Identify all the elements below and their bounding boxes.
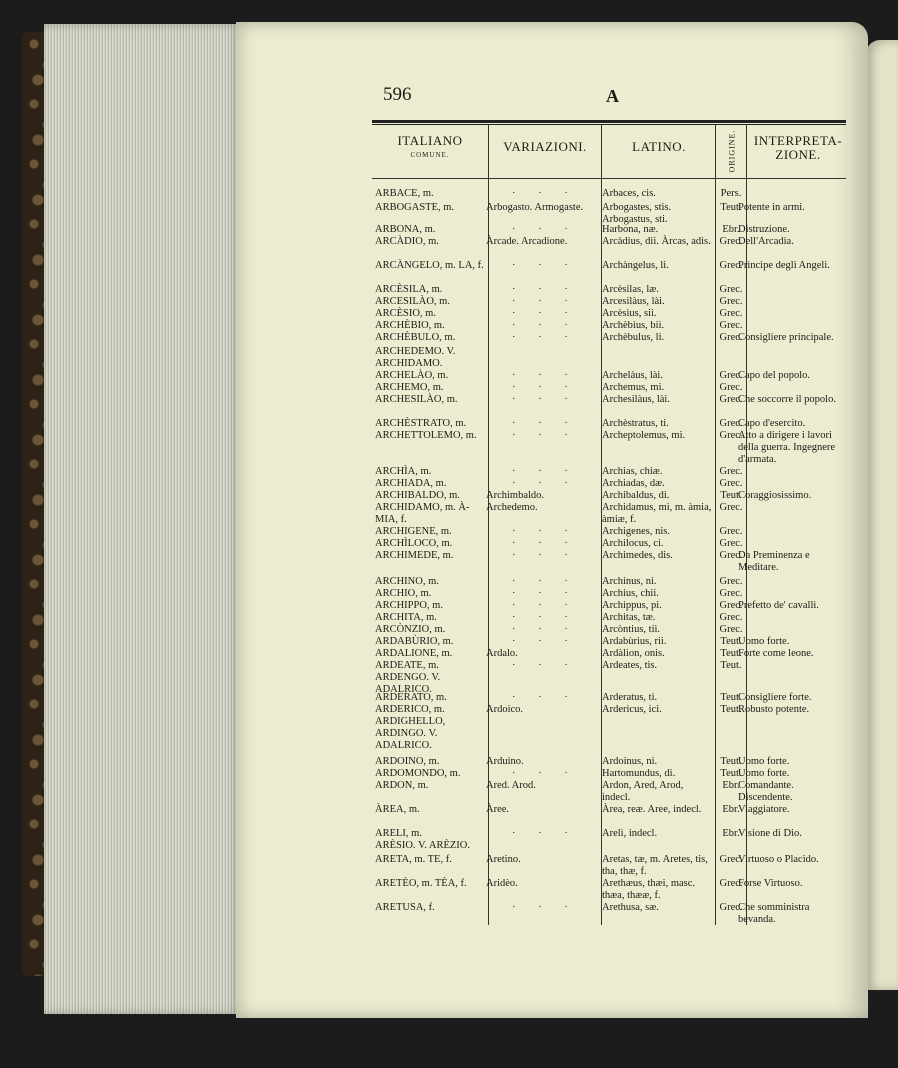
name-cell: ARBOGASTE, m.	[375, 202, 455, 213]
name-cell: ARDERATO, m.	[375, 692, 447, 703]
origin-cell: Grec.	[719, 538, 743, 549]
interpretation-cell: Da Preminenza e Meditare.	[738, 550, 810, 573]
latin-cell: Archiadas, dæ.	[602, 478, 665, 489]
header-rule	[372, 178, 846, 179]
interpretation-cell: Forte come leone.	[738, 648, 814, 659]
interpretation-cell: Dell'Arcadia.	[738, 236, 794, 247]
header-italiano: ITALIANO COMUNE.	[397, 133, 463, 159]
name-cell: ARCHIGENE, m.	[375, 526, 452, 537]
origin-cell: Grec.	[719, 394, 743, 405]
variation-cell: Arduino.	[486, 756, 524, 767]
name-cell: ARCHIMEDE, m.	[375, 550, 454, 561]
name-cell: ARCHIDAMO, m. À-MIA, f.	[375, 502, 470, 525]
latin-cell: Hartomundus, di.	[602, 768, 676, 779]
name-cell: ARETA, m. TE, f.	[375, 854, 452, 865]
name-cell: ARCÒNZIO, m.	[375, 624, 446, 635]
name-cell: ARCHÈSTRATO, m.	[375, 418, 467, 429]
page-number: 596	[383, 84, 412, 105]
name-cell: ARCHEMO, m.	[375, 382, 444, 393]
variation-cell: · · ·	[512, 636, 578, 647]
origin-cell: Pers.	[720, 188, 742, 199]
name-cell: ARCÀNGELO, m. LA, f.	[375, 260, 484, 271]
name-cell: ARDEATE, m.	[375, 660, 439, 671]
latin-cell: Archilocus, ci.	[602, 538, 664, 549]
latin-cell: Archèstratus, ti.	[602, 418, 669, 429]
origin-cell: Teut.	[720, 704, 742, 715]
latin-cell: Archeptolemus, mi.	[602, 430, 686, 441]
interpretation-cell: Uomo forte.	[738, 636, 790, 647]
latin-cell: Arbogastes, stis. Arbogastus, sti.	[602, 202, 672, 225]
variation-cell: · · ·	[512, 478, 578, 489]
name-cell: ARETUSA, f.	[375, 902, 435, 913]
variation-cell: · · ·	[512, 308, 578, 319]
latin-cell: Harbona, næ.	[602, 224, 659, 235]
origin-cell: Teut.	[720, 490, 742, 501]
variation-cell: Àrcade. Arcadione.	[486, 236, 568, 247]
latin-cell: Areli, indecl.	[602, 828, 658, 839]
latin-cell: Ardon, Ared, Arod, indecl.	[602, 780, 684, 803]
latin-cell: Archèbius, bii.	[602, 320, 665, 331]
origin-cell: Teut.	[720, 768, 742, 779]
latin-cell: Archimedes, dis.	[602, 550, 673, 561]
origin-cell: Grec.	[719, 612, 743, 623]
latin-cell: Arcèsius, sii.	[602, 308, 657, 319]
latin-cell: Archinus, ni.	[602, 576, 657, 587]
name-cell: ARCHÈBULO, m.	[375, 332, 456, 343]
name-cell: ARCHEDEMO. V. ARCHIDAMO.	[375, 346, 456, 369]
latin-cell: Arcòntius, tii.	[602, 624, 661, 635]
page-edges	[44, 24, 242, 1014]
origin-cell: Grec.	[719, 526, 743, 537]
variation-cell: · · ·	[512, 260, 578, 271]
latin-cell: Archius, chii.	[602, 588, 659, 599]
origin-cell: Grec.	[719, 418, 743, 429]
latin-cell: Archippus, pi.	[602, 600, 662, 611]
origin-cell: Ebr.	[722, 828, 740, 839]
variation-cell: Aretino.	[486, 854, 521, 865]
origin-cell: Grec.	[719, 854, 743, 865]
interpretation-cell: Atto a dirigere i lavori della guerra. Ingegnere d'armata.	[738, 430, 836, 465]
header-origine: ORIGINE.	[727, 129, 737, 173]
variation-cell: · · ·	[512, 902, 578, 913]
name-cell: ARCÈSIO, m.	[375, 308, 436, 319]
origin-cell: Grec.	[719, 332, 743, 343]
origin-cell: Grec.	[719, 284, 743, 295]
origin-cell: Grec.	[719, 320, 743, 331]
variation-cell: · · ·	[512, 588, 578, 599]
name-cell: ARCÈSILA, m.	[375, 284, 443, 295]
book-page	[236, 22, 868, 1018]
origin-cell: Grec.	[719, 902, 743, 913]
interpretation-cell: Capo d'esercito.	[738, 418, 806, 429]
latin-cell: Arbaces, cis.	[602, 188, 656, 199]
variation-cell: · · ·	[512, 768, 578, 779]
name-cell: ARDENGO. V. ADALRICO.	[375, 672, 441, 695]
origin-cell: Teut.	[720, 756, 742, 767]
latin-cell: Architas, tæ.	[602, 612, 656, 623]
variation-cell: Àree.	[486, 804, 510, 815]
name-cell: ARCHETTOLEMO, m.	[375, 430, 477, 441]
origin-cell: Teut.	[720, 692, 742, 703]
latin-cell: Archigenes, nis.	[602, 526, 670, 537]
name-cell: ARCHÌLOCO, m.	[375, 538, 453, 549]
latin-cell: Aretas, tæ, m. Aretes, tis, tha, thæ, f.	[602, 854, 708, 877]
variation-cell: · · ·	[512, 550, 578, 561]
section-letter: A	[606, 86, 619, 106]
variation-cell: Ared. Arod.	[486, 780, 536, 791]
variation-cell: · · ·	[512, 430, 578, 441]
origin-cell: Grec.	[719, 382, 743, 393]
header-variazioni: VARIAZIONI.	[503, 139, 587, 154]
latin-cell: Ardabùrius, rii.	[602, 636, 667, 647]
origin-cell: Teut.	[720, 660, 742, 671]
variation-cell: · · ·	[512, 538, 578, 549]
variation-cell: · · ·	[512, 284, 578, 295]
origin-cell: Teut.	[720, 202, 742, 213]
latin-cell: Ardericus, ici.	[602, 704, 662, 715]
origin-cell: Grec.	[719, 550, 743, 561]
variation-cell: · · ·	[512, 394, 578, 405]
origin-cell: Grec.	[719, 370, 743, 381]
latin-cell: Archèbulus, li.	[602, 332, 665, 343]
interpretation-cell: Uomo forte.	[738, 756, 790, 767]
name-cell: ARDOINO, m.	[375, 756, 440, 767]
origin-cell: Ebr.	[722, 804, 740, 815]
variation-cell: · · ·	[512, 692, 578, 703]
origin-cell: Grec.	[719, 624, 743, 635]
interpretation-cell: Che soccorre il popolo.	[738, 394, 836, 405]
name-cell: ARDALIONE, m.	[375, 648, 453, 659]
name-cell: ARBACE, m.	[375, 188, 434, 199]
origin-cell: Grec.	[719, 478, 743, 489]
interpretation-cell: Distruzione.	[738, 224, 790, 235]
latin-cell: Archias, chiæ.	[602, 466, 663, 477]
variation-cell: · · ·	[512, 660, 578, 671]
origin-cell: Grec.	[719, 466, 743, 477]
name-cell: ARCHÈBIO, m.	[375, 320, 445, 331]
latin-cell: Ardeates, tis.	[602, 660, 658, 671]
variation-cell: Archimbaldo.	[486, 490, 545, 501]
variation-cell: · · ·	[512, 224, 578, 235]
origin-cell: Grec.	[719, 236, 743, 247]
variation-cell: Ardalo.	[486, 648, 518, 659]
origin-cell: Grec.	[719, 576, 743, 587]
variation-cell: · · ·	[512, 418, 578, 429]
interpretation-cell: Consigliere forte.	[738, 692, 812, 703]
name-cell: ARELI, m.	[375, 828, 422, 839]
interpretation-cell: Visione di Dio.	[738, 828, 802, 839]
name-cell: ARDIGHELLO, ARDINGO. V. ADALRICO.	[375, 716, 446, 751]
latin-cell: Ardoinus, ni.	[602, 756, 658, 767]
origin-cell: Grec.	[719, 600, 743, 611]
name-cell: ARETÈO, m. TÈA, f.	[375, 878, 467, 889]
origin-cell: Teut.	[720, 648, 742, 659]
name-cell: ARDON, m.	[375, 780, 429, 791]
interpretation-cell: Viaggiatore.	[738, 804, 790, 815]
origin-cell: Grec.	[719, 588, 743, 599]
variation-cell: Ardoico.	[486, 704, 524, 715]
latin-cell: Arcesilàus, lài.	[602, 296, 665, 307]
origin-cell: Grec.	[719, 430, 743, 441]
name-cell: ARCHIADA, m.	[375, 478, 447, 489]
latin-cell: Arderatus, ti.	[602, 692, 658, 703]
name-cell: ARCHESILÀO, m.	[375, 394, 458, 405]
latin-cell: Arethusa, sæ.	[602, 902, 659, 913]
top-rule	[372, 120, 846, 123]
variation-cell: · · ·	[512, 828, 578, 839]
name-cell: ÀREA, m.	[375, 804, 420, 815]
interpretation-cell: Che somministra bevanda.	[738, 902, 810, 925]
header-latino: LATINO.	[632, 139, 686, 154]
origin-cell: Grec.	[719, 502, 743, 513]
variation-cell: · · ·	[512, 296, 578, 307]
latin-cell: Archelàus, lài.	[602, 370, 663, 381]
variation-cell: · · ·	[512, 624, 578, 635]
name-cell: ARCHIBALDO, m.	[375, 490, 460, 501]
facing-page	[866, 40, 898, 990]
name-cell: ARDERICO, m.	[375, 704, 445, 715]
name-cell: ARCHINO, m.	[375, 576, 439, 587]
interpretation-cell: Robusto potente.	[738, 704, 810, 715]
variation-cell: · · ·	[512, 188, 578, 199]
latin-cell: Archemus, mi.	[602, 382, 665, 393]
name-cell: ARBONA, m.	[375, 224, 436, 235]
variation-cell: · · ·	[512, 600, 578, 611]
name-cell: ARCHIPPO, m.	[375, 600, 443, 611]
origin-cell: Teut.	[720, 636, 742, 647]
interpretation-cell: Uomo forte.	[738, 768, 790, 779]
name-cell: ARDOMONDO, m.	[375, 768, 461, 779]
latin-cell: Arcèsilas, læ.	[602, 284, 659, 295]
origin-cell: Grec.	[719, 878, 743, 889]
variation-cell: · · ·	[512, 320, 578, 331]
latin-cell: Archibaldus, di.	[602, 490, 670, 501]
name-cell: ARÈSIO. V. ARÈZIO.	[375, 840, 470, 851]
interpretation-cell: Virtuoso o Placido.	[738, 854, 819, 865]
top-rule-thin	[372, 124, 846, 125]
interpretation-cell: Forse Virtuoso.	[738, 878, 803, 889]
latin-cell: Ardàlion, onis.	[602, 648, 665, 659]
interpretation-cell: Consigliere principale.	[738, 332, 834, 343]
variation-cell: Archedemo.	[486, 502, 538, 513]
name-cell: ARCHÌA, m.	[375, 466, 432, 477]
header-interpretazione: INTERPRETA-ZIONE.	[753, 133, 843, 162]
interpretation-cell: Capo del popolo.	[738, 370, 811, 381]
latin-cell: Àrea, reæ. Aree, indecl.	[602, 804, 702, 815]
interpretation-cell: Principe degli Angeli.	[738, 260, 830, 271]
variation-cell: · · ·	[512, 526, 578, 537]
interpretation-cell: Comandante. Discendente.	[738, 780, 794, 803]
name-cell: ARCHIO, m.	[375, 588, 432, 599]
latin-cell: Arcàdius, dii. Àrcas, adis.	[602, 236, 711, 247]
origin-cell: Grec.	[719, 260, 743, 271]
variation-cell: · · ·	[512, 370, 578, 381]
name-cell: ARCESILÀO, m.	[375, 296, 450, 307]
variation-cell: · · ·	[512, 612, 578, 623]
interpretation-cell: Prefetto de' cavalli.	[738, 600, 819, 611]
interpretation-cell: Potente in armi.	[738, 202, 805, 213]
latin-cell: Archidamus, mi, m. àmia, àmiæ, f.	[602, 502, 712, 525]
variation-cell: Arbogasto. Armogaste.	[486, 202, 584, 213]
variation-cell: · · ·	[512, 466, 578, 477]
name-cell: ARCÀDIO, m.	[375, 236, 439, 247]
name-cell: ARDABÙRIO, m.	[375, 636, 454, 647]
variation-cell: · · ·	[512, 576, 578, 587]
variation-cell: Aridèo.	[486, 878, 518, 889]
interpretation-cell: Coraggiosissimo.	[738, 490, 812, 501]
origin-cell: Ebr.	[722, 780, 740, 791]
origin-cell: Ebr.	[722, 224, 740, 235]
origin-cell: Grec.	[719, 296, 743, 307]
name-cell: ARCHELÀO, m.	[375, 370, 449, 381]
name-cell: ARCHITA, m.	[375, 612, 437, 623]
origin-cell: Grec.	[719, 308, 743, 319]
latin-cell: Archesilàus, lài.	[602, 394, 670, 405]
variation-cell: · · ·	[512, 332, 578, 343]
latin-cell: Arethæus, thæi, masc. thæa, thææ, f.	[602, 878, 696, 901]
variation-cell: · · ·	[512, 382, 578, 393]
latin-cell: Archàngelus, li.	[602, 260, 669, 271]
